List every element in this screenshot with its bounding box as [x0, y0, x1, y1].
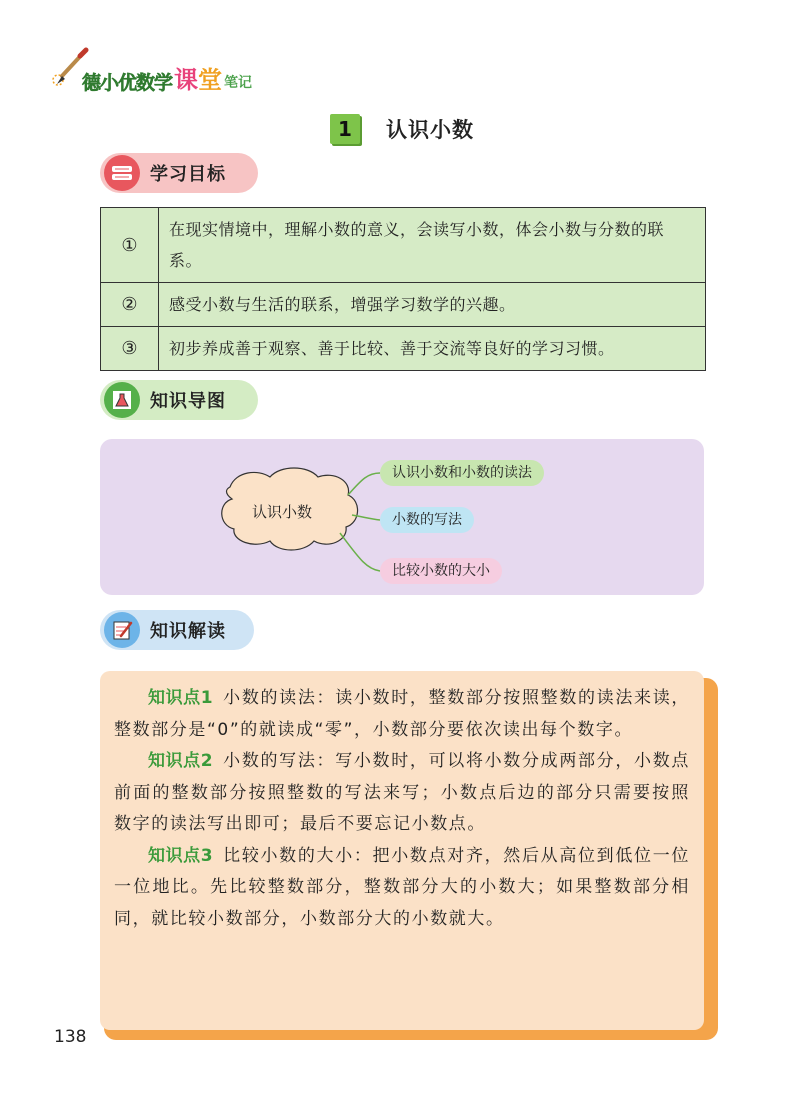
- book-stack-icon: [104, 155, 140, 191]
- flask-icon: [104, 382, 140, 418]
- brand-title-part4: 笔记: [224, 75, 253, 91]
- goal-number: ①: [101, 208, 159, 283]
- knowledge-point-text: 比较小数的大小：把小数点对齐，然后从高位到低位一位一位地比。先比较整数部分，整数部分大的小数大；如果整数部分相同，就比较小数部分，小数部分大的小数就大。: [114, 845, 690, 929]
- lesson-number: 1: [330, 114, 360, 144]
- section-label-goals: 学习目标: [150, 164, 226, 185]
- knowledge-box: [100, 671, 704, 1030]
- knowledge-point-label: 知识点3: [148, 845, 214, 866]
- lesson-title: 认识小数: [386, 118, 474, 142]
- knowledge-point-label: 知识点2: [148, 751, 214, 771]
- goal-text: 初步养成善于观察、善于比较、善于交流等良好的学习习惯。: [159, 327, 706, 371]
- goals-table: [100, 207, 706, 371]
- table-row: [101, 327, 706, 371]
- mind-map-branch: 认识小数和小数的读法: [380, 460, 544, 486]
- section-label-map: 知识导图: [150, 391, 226, 412]
- brand-title-part2: 课: [174, 66, 199, 94]
- section-header-explain: [100, 610, 254, 650]
- knowledge-point: [114, 683, 690, 746]
- notepad-pencil-icon: [104, 612, 140, 648]
- mind-map-branch: 比较小数的大小: [380, 558, 502, 584]
- knowledge-point: [114, 746, 690, 841]
- knowledge-point: [114, 841, 690, 936]
- section-header-map: [100, 380, 258, 420]
- lesson-heading: [330, 114, 474, 144]
- table-row: [101, 283, 706, 327]
- brand-title-part1: 德小优数学: [82, 72, 173, 94]
- goal-text: 在现实情境中，理解小数的意义，会读写小数，体会小数与分数的联系。: [159, 208, 706, 283]
- knowledge-point-text: 小数的写法：写小数时，可以将小数分成两部分，小数点前面的整数部分按照整数的写法来写；小数点后边的部分只需要按照数字的读法写出即可；最后不要忘记小数点。: [114, 751, 690, 834]
- goal-number: ③: [101, 327, 159, 371]
- section-label-explain: 知识解读: [150, 621, 226, 642]
- mind-map-center: 认识小数: [252, 503, 313, 521]
- brand-title-part3: 堂: [198, 66, 223, 94]
- mind-map: [100, 439, 704, 595]
- mind-map-branch: 小数的写法: [380, 507, 474, 533]
- table-row: [101, 208, 706, 283]
- page-number: 138: [54, 1027, 87, 1047]
- goal-number: ②: [101, 283, 159, 327]
- goal-text: 感受小数与生活的联系，增强学习数学的兴趣。: [159, 283, 706, 327]
- knowledge-point-text: 小数的读法：读小数时，整数部分按照整数的读法来读，整数部分是“0”的就读成“零”，小数部分要依次读出每个数字。: [114, 688, 690, 740]
- section-header-goals: [100, 153, 258, 193]
- knowledge-point-label: 知识点1: [148, 688, 214, 708]
- brand-title: [82, 60, 252, 95]
